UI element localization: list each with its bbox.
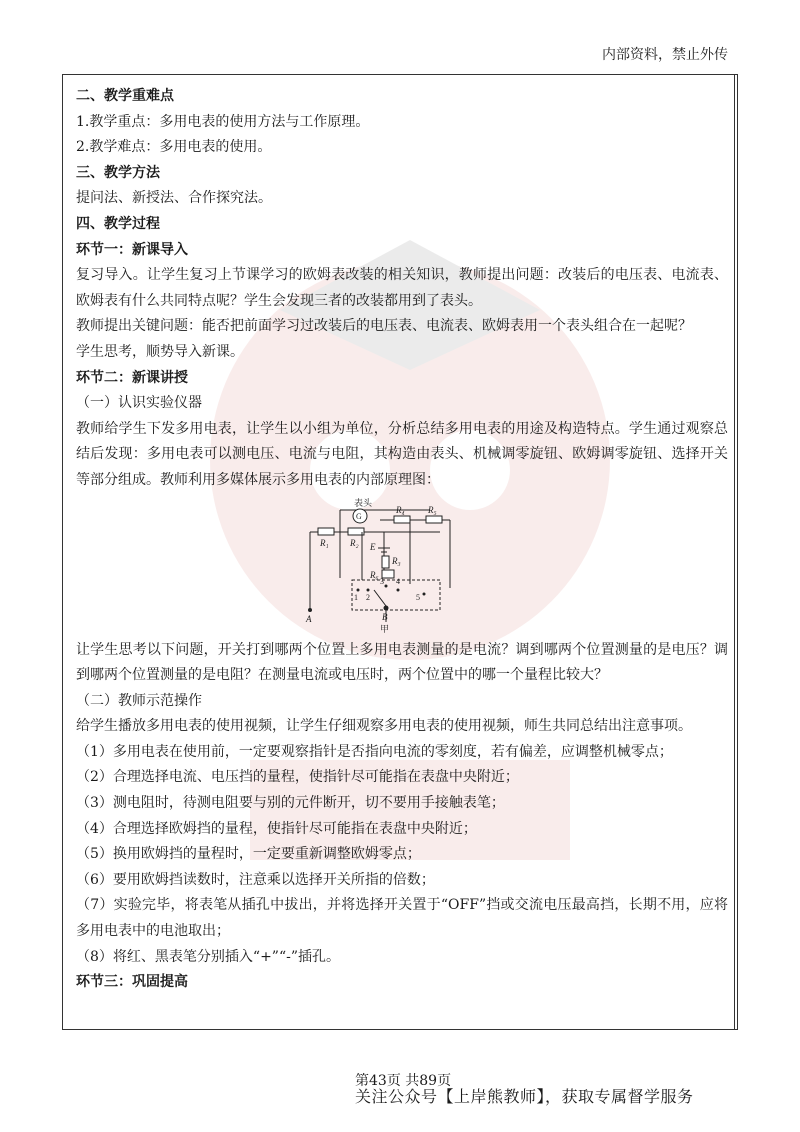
list-item: （2）合理选择电流、电压挡的量程，使指针尽可能指在表盘中央附近； — [76, 769, 519, 786]
paragraph: 给学生播放多用电表的使用视频，让学生仔细观察多用电表的使用视频，师生共同总结出注意事项。 — [76, 718, 692, 735]
switch-position-label: 4 — [396, 576, 400, 586]
r6-label: R₆ — [370, 569, 379, 580]
paragraph: 1.教学重点：多用电表的使用方法与工作原理。 — [76, 113, 370, 130]
section-title: 二、教学重难点 — [76, 88, 174, 104]
paragraph: 提问法、新授法、合作探究法。 — [76, 190, 272, 207]
header-note: 内部资料，禁止外传 — [602, 47, 728, 63]
switch-position-label: 2 — [366, 592, 370, 602]
list-item: （8）将红、黑表笔分别插入“+”“-”插孔。 — [76, 948, 340, 965]
meter-g-label: G — [356, 511, 362, 521]
paragraph: 教师给学生下发多用电表，让学生以小组为单位，分析总结多用电表的用途及构造特点。学生通过观察总结后发现：多用电表可以测电压、电流与电阻，其构造由表头、机械调零旋钮、欧姆调零旋钮、选择开关等部分组成。教师利用多媒体展示多用电表的内部原理图： — [76, 420, 728, 488]
paragraph: 让学生思考以下问题，开关打到哪两个位置上多用电表测量的是电流？调到哪两个位置测量的是电压？调到哪两个位置测量的是电阻？在测量电流或电压时，两个位置中的哪一个量程比较大？ — [76, 641, 728, 684]
list-item: （5）换用欧姆挡的量程时，一定要重新调整欧姆零点； — [76, 846, 421, 863]
lesson-content — [76, 84, 728, 996]
circuit-diagram — [76, 498, 728, 636]
list-item: （4）合理选择欧姆挡的量程，使指针尽可能指在表盘中央附近； — [76, 820, 477, 837]
r2-label: R₂ — [350, 537, 359, 548]
r1-label: R₁ — [320, 537, 329, 548]
section-title: 四、教学过程 — [76, 215, 160, 232]
list-item: （6）要用欧姆挡读数时，注意乘以选择开关所指的倍数； — [76, 871, 435, 888]
paragraph: 2.教学难点：多用电表的使用。 — [76, 139, 272, 156]
paragraph: 教师提出关键问题：能否把前面学习过改装后的电压表、电流表、欧姆表用一个表头组合在一起呢？ — [76, 318, 692, 335]
r3-label: R₃ — [392, 555, 401, 566]
list-item: （7）实验完毕，将表笔从插孔中拔出，并将选择开关置于“OFF”挡或交流电压最高挡，长期不用，应将多用电表中的电池取出； — [76, 897, 728, 940]
subsection-title: （二）教师示范操作 — [76, 692, 202, 709]
r4-label: R₄ — [396, 504, 405, 515]
step-title: 环节二：新课讲授 — [76, 369, 188, 386]
switch-position-label: 1 — [354, 592, 358, 602]
e-label: E — [370, 541, 376, 552]
list-item: （1）多用电表在使用前，一定要观察指针是否指向电流的零刻度，若有偏差，应调整机械零点； — [76, 743, 673, 760]
list-item: （3）测电阻时，待测电阻要与别的元件断开，切不要用手接触表笔； — [76, 795, 505, 812]
b-terminal-label: B — [382, 611, 388, 622]
switch-position-label: 3 — [380, 576, 384, 586]
subsection-title: （一）认识实验仪器 — [76, 395, 202, 412]
a-terminal-label: A — [306, 613, 312, 624]
step-title: 环节一：新课导入 — [76, 241, 188, 258]
step-title: 环节三：巩固提高 — [76, 974, 188, 991]
frame-inner-line — [734, 74, 735, 1030]
paragraph: 复习导入。让学生复习上节课学习的欧姆表改装的相关知识，教师提出问题：改装后的电压表、电流表、欧姆表有什么共同特点呢？学生会发现三者的改装都用到了表头。 — [76, 267, 728, 309]
section-title: 三、教学方法 — [76, 164, 160, 181]
meter-label: 表头 — [354, 497, 373, 508]
paragraph: 学生思考，顺势导入新课。 — [76, 343, 244, 360]
multimeter-circuit-svg — [300, 498, 500, 636]
footer-promo: 关注公众号【上岸熊教师】，获取专属督学服务 — [355, 1087, 694, 1106]
figure-caption: 甲 — [380, 623, 390, 634]
r5-label: R₅ — [428, 504, 437, 515]
switch-position-label: 5 — [416, 592, 420, 602]
page-number: 第43页 共89页 — [355, 1073, 452, 1089]
